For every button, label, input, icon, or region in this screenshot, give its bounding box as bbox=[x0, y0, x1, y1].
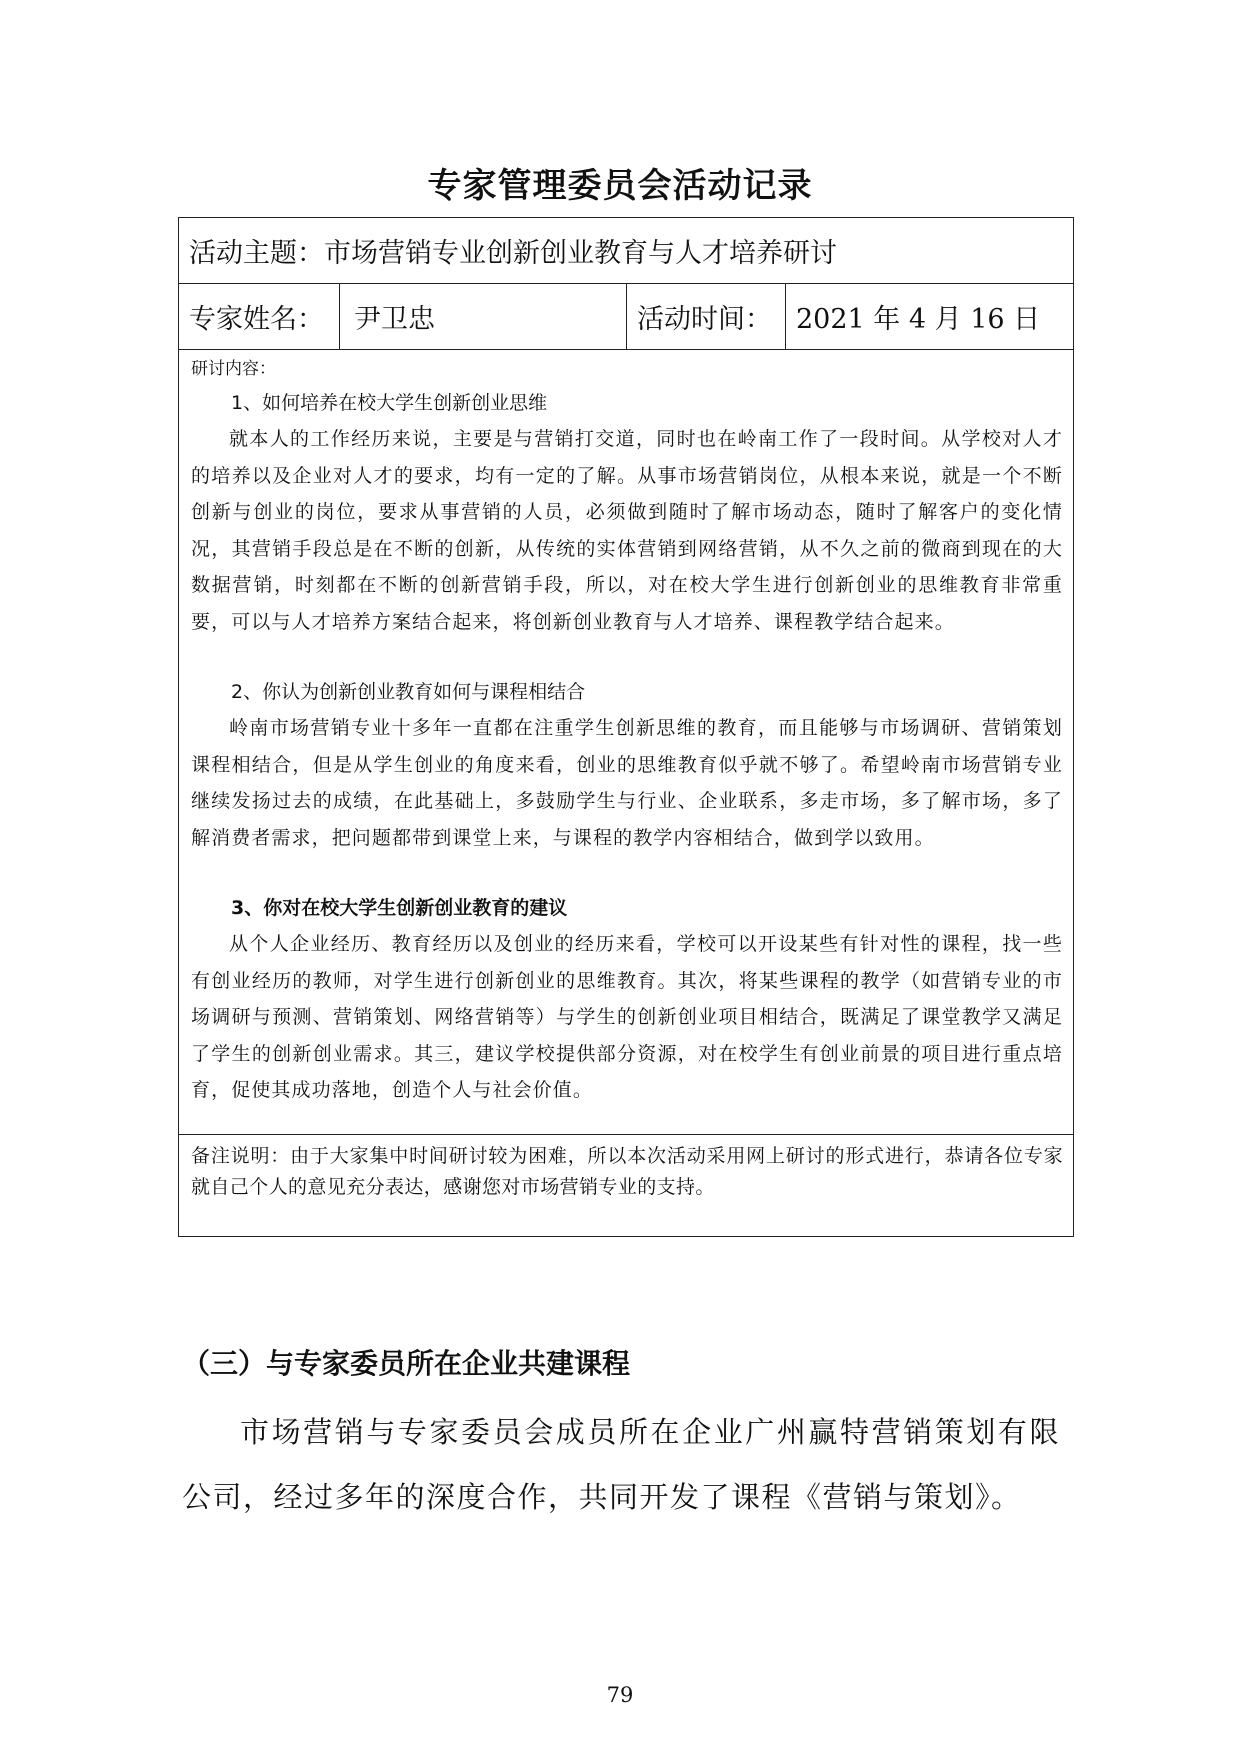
document-title: 专家管理委员会活动记录 bbox=[427, 166, 813, 206]
topic-row bbox=[179, 218, 1073, 284]
activity-record-table bbox=[178, 217, 1074, 1237]
content-label: 研讨内容： bbox=[191, 359, 276, 379]
section-answer: 岭南市场营销专业十多年一直都在注重学生创新思维的教育，而且能够与市场调研、营销策划课程相结合，但是从学生创业的角度来看，创业的思维教育似乎就不够了。希望岭南市场营销专业继续发扬过去的成绩，在此基础上，多鼓励学生与行业、企业联系，多走市场，多了解市场，多了解消费者需求，把问题都带到课堂上来，与课程的教学内容相结合，做到学以致用。 bbox=[191, 717, 1063, 849]
activity-time-value: 2021 年 4 月 16 日 bbox=[796, 304, 1041, 335]
section-question: 1、如何培养在校大学生创新创业思维 bbox=[231, 392, 548, 414]
section-question: 3、你对在校大学生创新创业教育的建议 bbox=[231, 897, 568, 919]
discussion-content bbox=[179, 350, 1073, 1135]
expert-row bbox=[179, 284, 1073, 350]
section-question: 2、你认为创新创业教育如何与课程相结合 bbox=[231, 681, 586, 703]
notes-cell bbox=[179, 1135, 1073, 1236]
activity-time-label: 活动时间： bbox=[627, 284, 786, 349]
activity-topic: 活动主题：市场营销专业创新创业教育与人才培养研讨 bbox=[189, 238, 837, 269]
discussion-section bbox=[191, 385, 1063, 640]
section-answer: 就本人的工作经历来说，主要是与营销打交道，同时也在岭南工作了一段时间。从学校对人才的培养以及企业对人才的要求，均有一定的了解。从事市场营销岗位，从根本来说，就是一个不断创新与创业的岗位，要求从事营销的人员，必须做到随时了解市场动态，随时了解客户的变化情况，其营销手段总是在不断的创新，从传统的实体营销到网络营销，从不久之前的微商到现在的大数据营销，时刻都在不断的创新营销手段，所以，对在校大学生进行创新创业的思维教育非常重要，可以与人才培养方案结合起来，将创新创业教育与人才培养、课程教学结合起来。 bbox=[191, 428, 1063, 633]
body-paragraph: 市场营销与专家委员会成员所在企业广州赢特营销策划有限公司，经过多年的深度合作，共同开发了课程《营销与策划》。 bbox=[182, 1415, 1060, 1514]
discussion-section bbox=[191, 890, 1063, 1109]
expert-name-label: 专家姓名： bbox=[179, 284, 340, 349]
discussion-section bbox=[191, 674, 1063, 856]
page-number: 79 bbox=[606, 1683, 634, 1707]
section-answer: 从个人企业经历、教育经历以及创业的经历来看，学校可以开设某些有针对性的课程，找一些有创业经历的教师，对学生进行创新创业的思维教育。其次，将某些课程的教学（如营销专业的市场调研与预测、营销策划、网络营销等）与学生的创新创业项目相结合，既满足了课堂教学又满足了学生的创新创业需求。其三，建议学校提供部分资源，对在校学生有创业前景的项目进行重点培育，促使其成功落地，创造个人与社会价值。 bbox=[191, 933, 1063, 1101]
expert-name-value: 尹卫忠 bbox=[340, 284, 627, 349]
section-heading: （三）与专家委员所在企业共建课程 bbox=[182, 1347, 631, 1380]
notes-text: 备注说明：由于大家集中时间研讨较为困难，所以本次活动采用网上研讨的形式进行，恭请各位专家就自己个人的意见充分表达，感谢您对市场营销专业的支持。 bbox=[191, 1145, 1063, 1198]
